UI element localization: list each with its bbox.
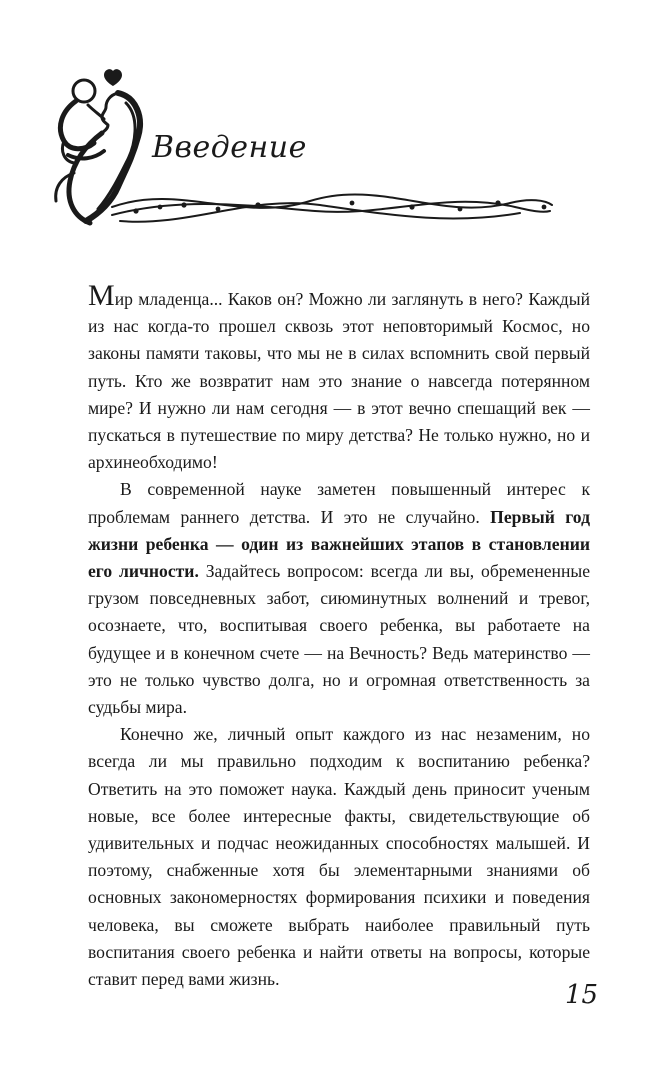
paragraph-2-start: В современной науке заметен повышенный интерес к проблемам раннего детства. И это не случайно. bbox=[88, 479, 590, 527]
wavy-divider-icon bbox=[112, 194, 552, 221]
page-number: 15 bbox=[565, 980, 599, 1010]
paragraph-2 bbox=[88, 476, 590, 721]
drop-cap: М bbox=[88, 279, 115, 312]
paragraph-1 bbox=[88, 279, 590, 476]
paragraph-3: Конечно же, личный опыт каждого из нас незаменим, но всегда ли мы правильно подходим к воспитанию ребенка? Ответить на это поможет наука. Каждый день приносит ученым новые, все более интересные факты, свидетельствующие об удивительных и подчас неожиданных способностях малышей. И поэтому, снабженные хотя бы элементарными знаниями об основных закономерностях формирования психики и поведения человека, вы сможете выбрать наиболее правильный путь воспитания своего ребенка и найти ответы на вопросы, которые ставит перед вами жизнь. bbox=[88, 724, 590, 990]
mother-and-baby-icon bbox=[56, 80, 140, 223]
chapter-title: Введение bbox=[152, 130, 307, 165]
heart-icon bbox=[104, 69, 122, 86]
paragraph-2-bold: Первый год жизни ребенка — один из важнейших этапов в становлении его личности. bbox=[88, 506, 590, 582]
paragraph-2-end: Задайтесь вопросом: всегда ли вы, обремененные грузом повседневных забот, сиюминутных волнений и тревог, осознаете, что, воспитывая своего ребенка, вы работаете на будущее и в конечном счете — на Вечность? Ведь материнство — это не только чувство долга, но и огромная ответственность за судьбы мира. bbox=[88, 561, 590, 718]
paragraph-1-text: ир младенца... Каков он? Можно ли заглянуть в него? Каждый из нас когда-то прошел сквозь этот неповторимый Космос, но законы памяти таковы, что мы не в силах вспомнить свой первый путь. Кто же возвратит нам это знание о навсегда потерянном мире? И нужно ли нам сегодня — в этот вечно спешащий век — пускаться в путешествие по миру детства? Не только нужно, но и архинеобходимо! bbox=[88, 289, 590, 473]
body-text bbox=[88, 279, 590, 993]
